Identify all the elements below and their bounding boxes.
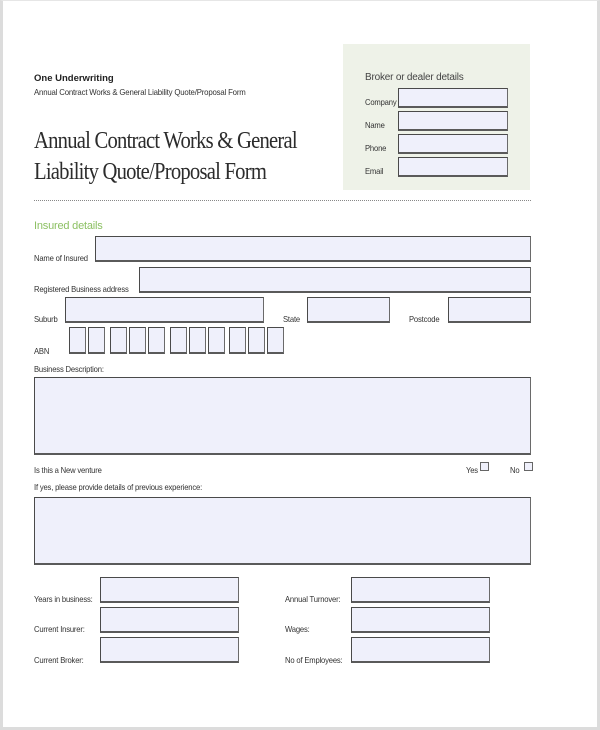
page-title-line-1: Annual Contract Works & General [34, 128, 297, 154]
state-label: State [283, 314, 300, 324]
no-of-employees-field[interactable] [351, 637, 490, 663]
abn-digit-11[interactable] [267, 327, 284, 354]
suburb-field[interactable] [65, 297, 264, 323]
previous-experience-label: If yes, please provide details of previous experience: [34, 482, 203, 492]
yes-checkbox[interactable] [480, 462, 489, 471]
postcode-field[interactable] [448, 297, 531, 323]
abn-digit-9[interactable] [229, 327, 246, 354]
abn-digit-2[interactable] [88, 327, 105, 354]
broker-company-field[interactable] [398, 88, 508, 108]
insured-details-heading: Insured details [34, 220, 103, 232]
page-title-line-2: Liability Quote/Proposal Form [34, 159, 267, 185]
wages-field[interactable] [351, 607, 490, 633]
no-of-employees-label: No of Employees: [285, 655, 343, 665]
broker-name-field[interactable] [398, 111, 508, 131]
form-subtitle: Annual Contract Works & General Liability Quote/Proposal Form [34, 87, 246, 97]
suburb-label: Suburb [34, 314, 58, 324]
current-broker-label: Current Broker: [34, 655, 84, 665]
new-venture-label: Is this a New venture [34, 465, 102, 475]
broker-email-label: Email [365, 166, 384, 176]
abn-label: ABN [34, 346, 50, 356]
years-in-business-label: Years in business: [34, 594, 93, 604]
broker-phone-label: Phone [365, 143, 387, 153]
name-of-insured-field[interactable] [95, 236, 531, 262]
section-divider [34, 200, 531, 201]
abn-digit-5[interactable] [148, 327, 165, 354]
broker-company-label: Company [365, 97, 397, 107]
registered-address-field[interactable] [139, 267, 531, 293]
yes-label: Yes [466, 465, 478, 475]
broker-heading: Broker or dealer details [365, 72, 464, 83]
abn-digit-4[interactable] [129, 327, 146, 354]
abn-digit-3[interactable] [110, 327, 127, 354]
abn-digit-6[interactable] [170, 327, 187, 354]
current-insurer-field[interactable] [100, 607, 239, 633]
previous-experience-field[interactable] [34, 497, 531, 565]
business-description-field[interactable] [34, 377, 531, 455]
broker-phone-field[interactable] [398, 134, 508, 154]
no-label: No [510, 465, 520, 475]
abn-digit-7[interactable] [189, 327, 206, 354]
postcode-label: Postcode [409, 314, 440, 324]
current-broker-field[interactable] [100, 637, 239, 663]
name-of-insured-label: Name of Insured [34, 253, 88, 263]
abn-digit-1[interactable] [69, 327, 86, 354]
wages-label: Wages: [285, 624, 310, 634]
annual-turnover-field[interactable] [351, 577, 490, 603]
no-checkbox[interactable] [524, 462, 533, 471]
current-insurer-label: Current Insurer: [34, 624, 85, 634]
state-field[interactable] [307, 297, 390, 323]
abn-digit-10[interactable] [248, 327, 265, 354]
abn-digit-8[interactable] [208, 327, 225, 354]
years-in-business-field[interactable] [100, 577, 239, 603]
registered-address-label: Registered Business address [34, 284, 129, 294]
broker-name-label: Name [365, 120, 385, 130]
annual-turnover-label: Annual Turnover: [285, 594, 341, 604]
business-description-label: Business Description: [34, 364, 104, 374]
broker-email-field[interactable] [398, 157, 508, 177]
company-name: One Underwriting [34, 73, 114, 84]
